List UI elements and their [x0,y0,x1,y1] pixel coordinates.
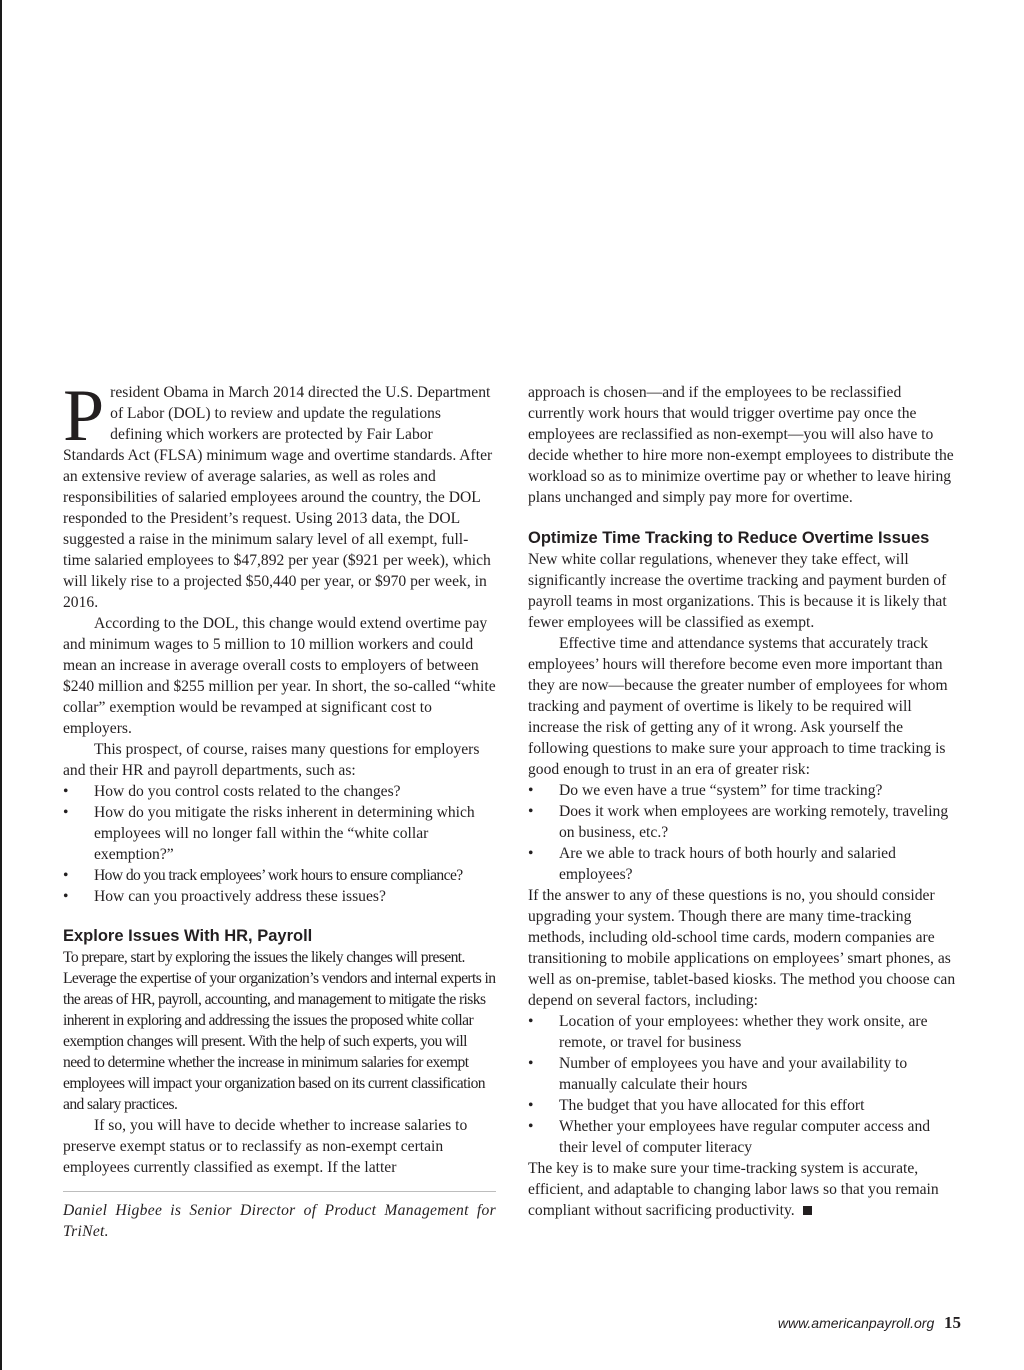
questions-list [63,781,496,907]
list-item: • Do we even have a true “system” for time tracking? [528,780,958,801]
intro-text: resident Obama in March 2014 directed the U.S. Department of Labor (DOL) to review and update the regulations defining which workers are protected by Fair Labor Standards Act (FLSA) minimum wage and overtime standards. After an extensive review of average salaries, as well as roles and responsibilities of salaried employees around the country, the DOL responded to the President’s request. Using 2013 data, the DOL suggested a raise in the minimum salary level of all exempt, full-time salaried employees to $47,892 per year ($921 per week), which will likely rise to a projected $50,440 per year, or $970 per week, in 2016. [63,384,493,611]
section-heading: Explore Issues With HR, Payroll [63,927,313,945]
list-item: • Location of your employees: whether they work onsite, are remote, or travel for business [528,1011,958,1053]
factors-list [528,1011,958,1158]
list-item: • How do you mitigate the risks inherent in determining which employees will no longer fall within the “white collar exemption?” [63,802,496,865]
body-paragraph: According to the DOL, this change would extend overtime pay and minimum wages to 5 million to 10 million workers and could mean an increase in average overall costs to employers of between $240 million and $255 million per year. In short, the so-called “white collar” exemption would be revamped at significant cost to employers. [63,615,496,737]
intro-paragraph [63,375,496,613]
page-edge-border [0,0,2,1370]
article-column-right [528,382,958,1221]
author-bio: Daniel Higbee is Senior Director of Product Management for TriNet. [63,1202,496,1240]
list-item: • Are we able to track hours of both hourly and salaried employees? [528,843,958,885]
closing-paragraph [528,1158,958,1221]
questions-list [528,780,958,885]
body-paragraph: If the answer to any of these questions is no, you should consider upgrading your system. Though there are many time-tracking methods, including old-school time cards, modern companies are transitioning to mobile applications on employees’ smart phones, as well as on-premise, tablet-based kiosks. The method you choose can depend on several factors, including: [528,887,956,1009]
body-paragraph: Effective time and attendance systems that accurately track employees’ hours will therefore become even more important than they are now—because the greater number of employees for whom tracking and payment of overtime is likely to be required will increase the risk of getting any of it wrong. Ask yourself the following questions to make sure your approach to time tracking is good enough to trust in an era of greater risk: [528,635,948,778]
list-item: • Does it work when employees are working remotely, traveling on business, etc.? [528,801,958,843]
section-heading: Optimize Time Tracking to Reduce Overtime Issues [528,529,930,547]
body-paragraph: To prepare, start by exploring the issues the likely changes will present. Leverage the expertise of your organization’s vendors and internal experts in the areas of HR, payroll, accounting, and management to mitigate the risks inherent in exploring and addressing the issues the proposed white collar exemption changes will present. With the help of such experts, you will need to determine whether the increase in minimum salaries for exempt employees will impact your organization based on its current classification and salary practices. [63,949,496,1113]
body-paragraph: If so, you will have to decide whether to increase salaries to preserve exempt status or to reclassify as non-exempt certain employees currently classified as exempt. If the latter [63,1117,468,1176]
article-column-left [63,375,496,1242]
closing-text: The key is to make sure your time-tracking system is accurate, efficient, and adaptable to changing labor laws so that you remain compliant without sacrificing productivity. [528,1160,939,1219]
page-footer [778,1313,961,1333]
page-number: 15 [944,1313,961,1332]
body-paragraph: New white collar regulations, whenever they take effect, will significantly increase the overtime tracking and payment burden of payroll teams in most organizations. This is because it is likely that fewer employees will be classified as exempt. [528,551,947,631]
list-item: • Whether your employees have regular computer access and their level of computer literacy [528,1116,958,1158]
body-paragraph: This prospect, of course, raises many questions for employers and their HR and payroll departments, such as: [63,741,480,779]
list-item: • How do you control costs related to the changes? [63,781,496,802]
list-item: • How do you track employees’ work hours to ensure compliance? [63,865,496,886]
list-item: • Number of employees you have and your availability to manually calculate their hours [528,1053,958,1095]
footer-url[interactable]: www.americanpayroll.org [777,1315,935,1331]
body-paragraph: approach is chosen—and if the employees to be reclassified currently work hours that would trigger overtime pay once the employees are reclassified as non-exempt—you will also have to decide whether to hire more non-exempt employees to distribute the workload so as to minimize overtime pay or whether to leave hiring plans unchanged and simply pay more for overtime. [528,384,954,506]
list-item: • The budget that you have allocated for this effort [528,1095,958,1116]
list-item: • How can you proactively address these issues? [63,886,496,907]
drop-cap: P [63,375,105,457]
end-mark-icon [803,1206,812,1215]
author-bio-block [63,1191,496,1242]
